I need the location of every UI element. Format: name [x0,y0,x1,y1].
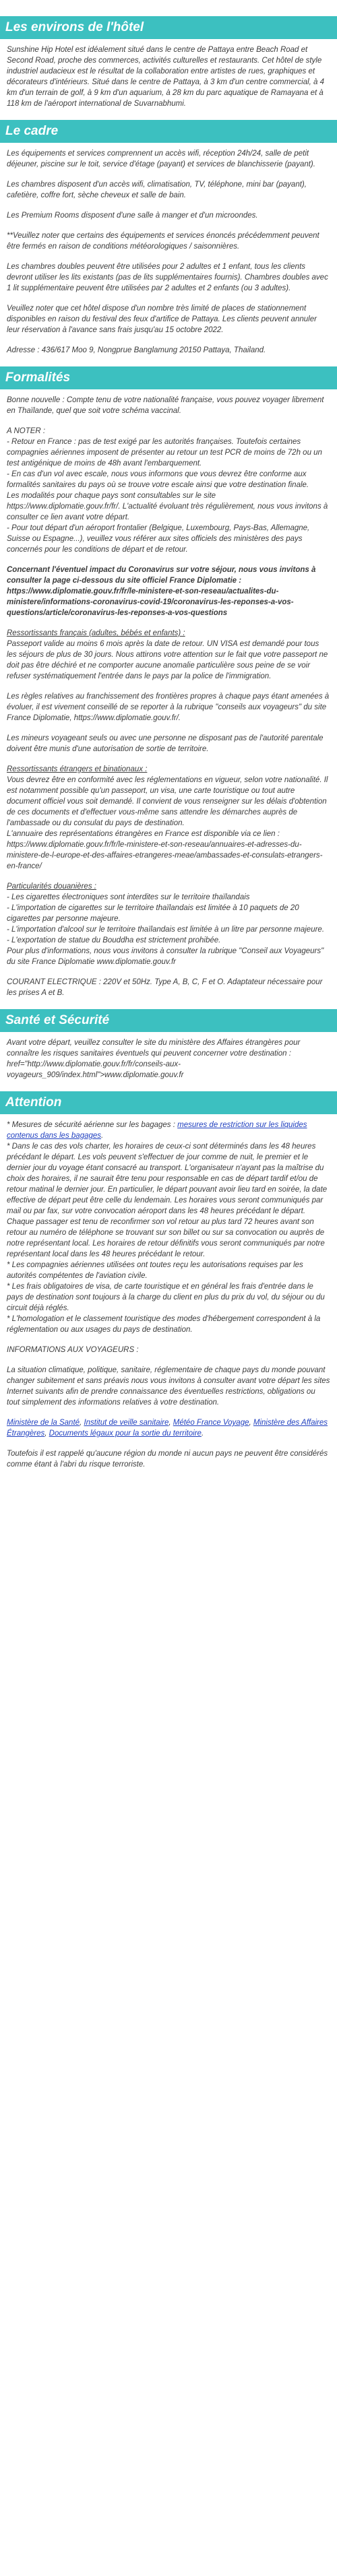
separator: , [249,1419,253,1427]
paragraph: Les Premium Rooms disposent d'une salle à manger et d'un microondes. [7,212,258,220]
section-title-cadre: Le cadre [0,120,337,143]
section-body-environs [0,39,337,109]
separator: , [80,1419,84,1427]
paragraph: Veuillez noter que cet hôtel dispose d'un nombre très limité de places de stationnement disponibles en raison du festival des feux d'artifice de Pattaya. Les clients peuvent annuler leur réservation à l'avance sans frais jusqu'au 15 octobre 2022. [7,304,317,334]
link-meteo-france[interactable]: Météo France Voyage [173,1419,249,1427]
subheading-etrangers-text: Ressortissants étrangers et binationaux : [7,765,148,773]
paragraph: COURANT ELECTRIQUE : 220V et 50Hz. Type A, B, C, F et O. Adaptateur nécessaire pour les prises A et B. [7,978,323,997]
text: * Mesures de sécurité aérienne sur les bagages : [7,1121,178,1129]
link-documents-legaux[interactable]: Documents légaux pour la sortie du territoire [49,1429,202,1438]
list-item: - L'importation de cigarettes sur le territoire thaïlandais est limitée à 10 paquets de 20 cigarettes par personne majeure. [7,904,299,923]
list-item: Pour plus d'informations, nous vous invitons à consulter la rubrique "Conseil aux Voyageurs" du site France Diplomatie www.diplomatie.gouv.fr [7,947,324,966]
section-title-environs: Les environs de l'hôtel [0,16,337,39]
liquids-restriction-link[interactable]: mesures de restriction sur les liquides contenus dans les bagages [7,1121,307,1140]
list-item: - Retour en France : pas de test exigé par les autorités françaises. Toutefois certaines compagnies aériennes imposent de présenter au retour un test PCR de moins de 72h ou un test antigénique de moins de 48h avant l'embarquement. [7,438,322,468]
subheading-ressortissants [7,628,330,639]
paragraph: L'annuaire des représentations étrangères en France est disponible via ce lien : https://www.diplomatie.gouv.fr/fr/le-ministere-et-son-reseau/annuaires-et-adresses-du-ministere-de-l-europe-et-des-affaires-etrangeres-meae/ambassades-et-consulats-etrangers-en-france/ [7,830,323,870]
list-item: - Pour tout départ d'un aéroport frontalier (Belgique, Luxembourg, Pays-Bas, Allemagne, Suisse ou Espagne...), veuillez vous référer aux sites officiels des ministères des pays concernés pour les conditions de départ et de retour. [7,524,310,554]
section-title-sante: Santé et Sécurité [0,1009,337,1032]
paragraph: Les chambres doubles peuvent être utilisées pour 2 adultes et 1 enfant, tous les clients devront utiliser les lits existants (pas de lits supplémentaires fournis). Chambres doubles avec 1 lit supplémentaire peuvent être utilisées par 2 adultes et 2 enfants (ou 3 adultes). [7,263,328,292]
subheading-douanieres [7,881,330,892]
covid-notice [7,565,330,618]
address: Adresse : 436/617 Moo 9, Nongprue Banglamung 20150 Pattaya, Thailand. [7,346,266,354]
page [0,16,337,1506]
paragraph: La situation climatique, politique, sanitaire, réglementaire de chaque pays du monde pouvant changer subitement et sans préavis nous vous invitons à consulter avant votre départ les sites Internet suivants afin de prendre connaissance des éventuelles restrictions, obligations ou tout simplement des informations relatives à votre destination. [7,1366,330,1407]
subheading-ressortissants-text: Ressortissants français (adultes, bébés et enfants) : [7,629,185,637]
section-body-formalites [0,389,337,998]
section-title-formalites: Formalités [0,366,337,389]
paragraph: Les chambres disposent d'un accès wifi, climatisation, TV, téléphone, mini bar (payant), cafetière, coffre fort, sèche cheveux et salle de bain. [7,181,307,199]
list-item: - En cas d'un vol avec escale, nous vous informons que vous devrez être conforme aux formalités sanitaires du pays où se trouve votre escale ainsi que votre destination finale. [7,470,309,489]
list-item: * Les frais obligatoires de visa, de carte touristique et en général les frais d'entrée dans le pays de destination sont toujours à la charge du client en plus du prix du vol, du séjour ou du circuit déjà réglés. [7,1283,325,1312]
list-item: Les modalités pour chaque pays sont consultables sur le site https://www.diplomatie.gouv.fr/fr/. L'actualité évoluant très régulièrement, nous vous invitons à consulter ce lien avant votre départ. [7,492,328,521]
paragraph: Passeport valide au moins 6 mois après la date de retour. UN VISA est demandé pour tous les séjours de plus de 30 jours. Nous attirons votre attention sur le fait que votre passeport ne doit pas être déchiré et ne comporter aucune anomalie particulière sous peine de se voir refuser systématiquement l'entrée dans le pays par la police de l'immigration. [7,640,328,680]
paragraph [7,1120,330,1141]
separator: , [168,1419,173,1427]
covid-notice-text: Concernant l'éventuel impact du Coronavirus sur votre séjour, nous vous invitons à consulter la page ci-dessous du site officiel France Diplomatie : https://www.diplomatie.gouv.fr/fr/le-ministere-et-son-reseau/actualites-du-ministere/informations-coronavirus-covid-19/coronavirus-les-reponses-a-vos-questions/article/coronavirus-les-reponses-a-vos-questions [7,566,316,617]
separator: , [44,1429,49,1438]
section-body-cadre [0,143,337,356]
separator: . [201,1429,204,1438]
section-body-attention [0,1114,337,1470]
link-ministere-sante[interactable]: Ministère de la Santé [7,1419,80,1427]
paragraph: Sunshine Hip Hotel est idéalement situé dans le centre de Pattaya entre Beach Road et Second Road, proche des commerces, activités culturelles et restaurants. Cet hôtel de style industriel audacieux est le résultat de la collaboration entre artistes de rues, graphiques et décorateurs d'intérieurs. Situé dans le centre de Pattaya, à 3 km d'un centre commercial, à 4 km d'un terrain de golf, à 9 km d'un aquarium, à 28 km du parc aquatique de Ramayana et à 118 km de l'aéroport international de Suvarnabhumi. [7,46,325,108]
text: . [101,1132,104,1140]
paragraph: Les mineurs voyageant seuls ou avec une personne ne disposant pas de l'autorité parentale doivent être munis d'une autorisation de sortie de territoire. [7,734,324,753]
section-title-attention: Attention [0,1091,337,1114]
list-item: - L'importation d'alcool sur le territoire thaïlandais est limitée à un litre par personne majeure. [7,926,325,934]
list-item: * Les compagnies aériennes utilisées ont toutes reçu les autorisations requises par les autorités compétentes de l'aviation civile. [7,1261,303,1280]
list-item: - L'exportation de statue du Bouddha est strictement prohibée. [7,936,221,944]
section-body-sante [0,1032,337,1081]
link-affaires-etrangeres[interactable]: Ministère des Affaires Étrangères [7,1419,328,1438]
paragraph: Bonne nouvelle : Compte tenu de votre nationalité française, vous pouvez voyager librement en Thaïlande, quel que soit votre schéma vaccinal. [7,396,324,415]
subheading-a-noter: A NOTER : [7,427,46,435]
list-item: - Les cigarettes électroniques sont interdites sur le territoire thaïlandais [7,893,250,901]
paragraph: Les équipements et services comprennent un accès wifi, réception 24h/24, salle de petit déjeuner, piscine sur le toit, service d'étage (payant) et services de blanchisserie (payant). [7,150,315,168]
list-item: * L'homologation et le classement touristique des modes d'hébergement correspondent à la réglementation ou aux usages du pays de destination. [7,1315,321,1334]
subheading-douanieres-text: Particularités douanières : [7,882,96,891]
subheading-informations: INFORMATIONS AUX VOYAGEURS : [7,1346,139,1354]
paragraph: Les règles relatives au franchissement des frontières propres à chaque pays étant amenées à évoluer, il est vivement conseillé de se reporter à la rubrique "conseils aux voyageurs" du site France Diplomatie, https://www.diplomatie.gouv.fr/. [7,693,330,722]
paragraph: **Veuillez noter que certains des équipements et services énoncés précédemment peuvent être fermés en raison de conditions météorologiques / saisonnières. [7,232,319,251]
subheading-etrangers [7,764,330,775]
paragraph: Avant votre départ, veuillez consulter le site du ministère des Affaires étrangères pour connaître les risques sanitaires éventuels qui peuvent concerner votre destination : href="http://www.diplomatie.gouv.fr/fr/conseils-aux-voyageurs_909/index.html">www.diplomatie.gouv.fr [7,1039,301,1079]
paragraph: Toutefois il est rappelé qu'aucune région du monde ni aucun pays ne peuvent être considérés comme étant à l'abri du risque terroriste. [7,1450,328,1469]
links-paragraph [7,1417,330,1439]
list-item: * Dans le cas des vols charter, les horaires de ceux-ci sont déterminés dans les 48 heures précédant le départ. Les vols peuvent s'effectuer de jour comme de nuit, le premier et le dernier jour du voyage étant consacré au transport. L'organisateur n'ayant pas la maîtrise du choix des horaires, il ne saurait être tenu pour responsable en cas de départ tardif et/ou de retour matinal le dernier jour. En particulier, le départ pouvant avoir lieu tard en soirée, la date effective de départ peut être celle du lendemain. Les horaires vous seront communiqués par mail ou par fax, sur votre convocation aéroport dans les 48 heures précédant le départ. Chaque passager est tenu de reconfirmer son vol retour au plus tard 72 heures avant son retour au numéro de téléphone se trouvant sur son billet ou sur sa convocation ou auprès de notre représentant local. Les horaires de retour définitifs vous seront communiqués par notre représentant local dans les 48 heures précédant le retour. [7,1142,328,1258]
link-veille-sanitaire[interactable]: Institut de veille sanitaire [84,1419,169,1427]
paragraph: Vous devrez être en conformité avec les réglementations en vigueur, selon votre nationalité. Il est notamment possible qu'un passeport, un visa, une carte touristique ou tout autre document officiel vous soit demandé. Il convient de vous renseigner sur les délais d'obtention de ces documents et d'effectuer vous-même sans attendre les démarches auprès de l'ambassade ou du consulat du pays de destination. [7,776,328,827]
